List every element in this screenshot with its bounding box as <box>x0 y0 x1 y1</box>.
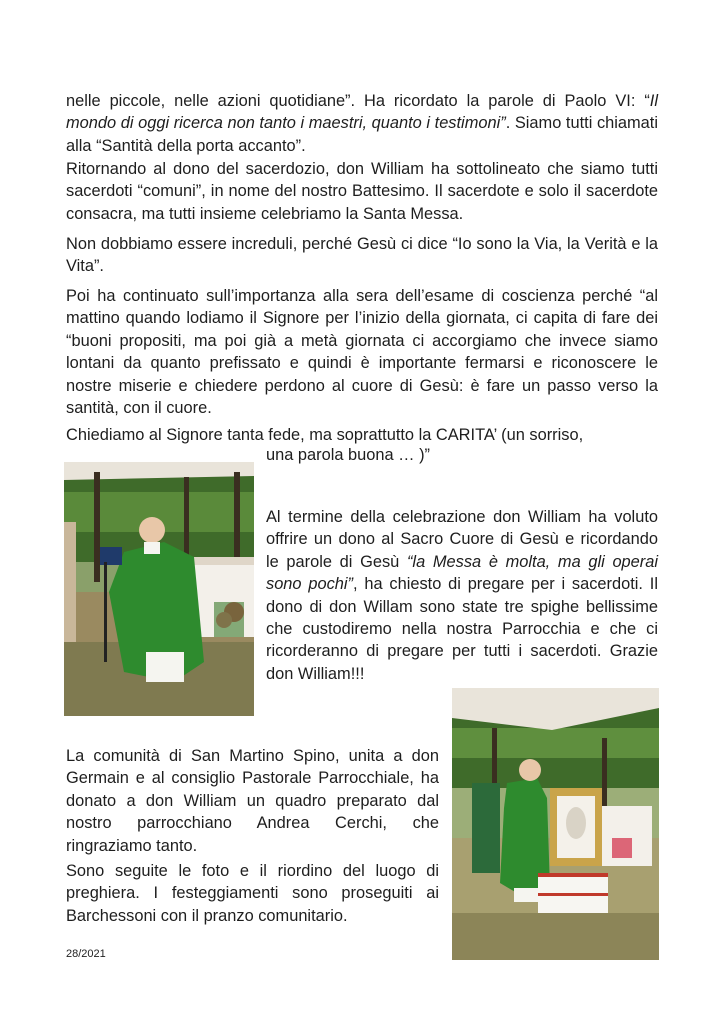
paragraph-7: La comunità di San Martino Spino, unita a don Germain e al consiglio Pastorale Parrocchiale, ha donato a don William un quadro preparato dal nostro parrocchiano Andrea Cerchi, che ringraziamo tanto. <box>66 747 439 855</box>
paragraph-1-text-a: nelle piccole, nelle azioni quotidiane”. Ha ricordato la parole di Paolo VI: “ <box>66 92 650 110</box>
paragraph-4: Poi ha continuato sull’importanza alla sera dell’esame di coscienza perché “al mattino quando lodiamo il Signore per l’inizio della giornata, ci capita di fare dei “buoni propositi, ma poi già a metà giornata ci accorgiamo che invece siamo lontani da quanto prefissato e quindi è importante fermarsi e riconoscere le nostre miserie e chiedere perdono al cuore di Gesù: è fare un passo verso la santità, con il cuore. <box>66 287 658 418</box>
paragraph-6 <box>266 506 658 685</box>
paragraph-5-line-1: Chiediamo al Signore tanta fede, ma soprattutto la CARITA’ (un sorriso, <box>66 426 584 444</box>
paragraph-2: Ritornando al dono del sacerdozio, don William ha sottolineato che siamo tutti sacerdoti “comuni”, in nome del nostro Battesimo. Il sacerdote e solo il sacerdote consacra, ma tutti insieme celebriamo la Santa Messa. <box>66 160 658 223</box>
paragraph-6-text-b: , ha chiesto di pregare per i sacerdoti. Il dono di don Willam sono state tre spighe bellissime che custodiremo nella nostra Parrocchia e che ci ricorderanno di pregare per tutti i sacerdoti. Grazie don William!!! <box>266 575 658 683</box>
paragraph-8: Sono seguite le foto e il riordino del luogo di preghiera. I festeggiamenti sono proseguiti ai Barchessoni con il pranzo comunitario. <box>66 862 439 925</box>
paragraph-6-quote: “la Messa è molta, ma gli operai sono pochi” <box>266 552 659 594</box>
page-number: 28/2021 <box>66 948 106 960</box>
paragraph-1-quote: Il mondo di oggi ricerca non tanto i maestri, quanto i testimoni” <box>66 92 658 133</box>
paragraph-1 <box>66 90 658 157</box>
photo-priest-altar-image <box>64 462 254 716</box>
paragraph-1-text-b: . Siamo tutti chiamati alla “Santità della porta accanto”. <box>66 114 658 155</box>
photo-priest-altar <box>64 462 254 716</box>
paragraph-6-text-a: Al termine della celebrazione don William ha voluto offrire un dono al Sacro Cuore di Gesù e ricordando le parole di Gesù <box>266 508 658 571</box>
paragraph-5-line-2: una parola buona … )” <box>266 446 431 464</box>
paragraph-3: Non dobbiamo essere increduli, perché Gesù ci dice “Io sono la Via, la Verità e la Vita”. <box>66 235 658 276</box>
photo-priest-painting <box>452 688 659 960</box>
photo-priest-painting-image <box>452 688 659 960</box>
